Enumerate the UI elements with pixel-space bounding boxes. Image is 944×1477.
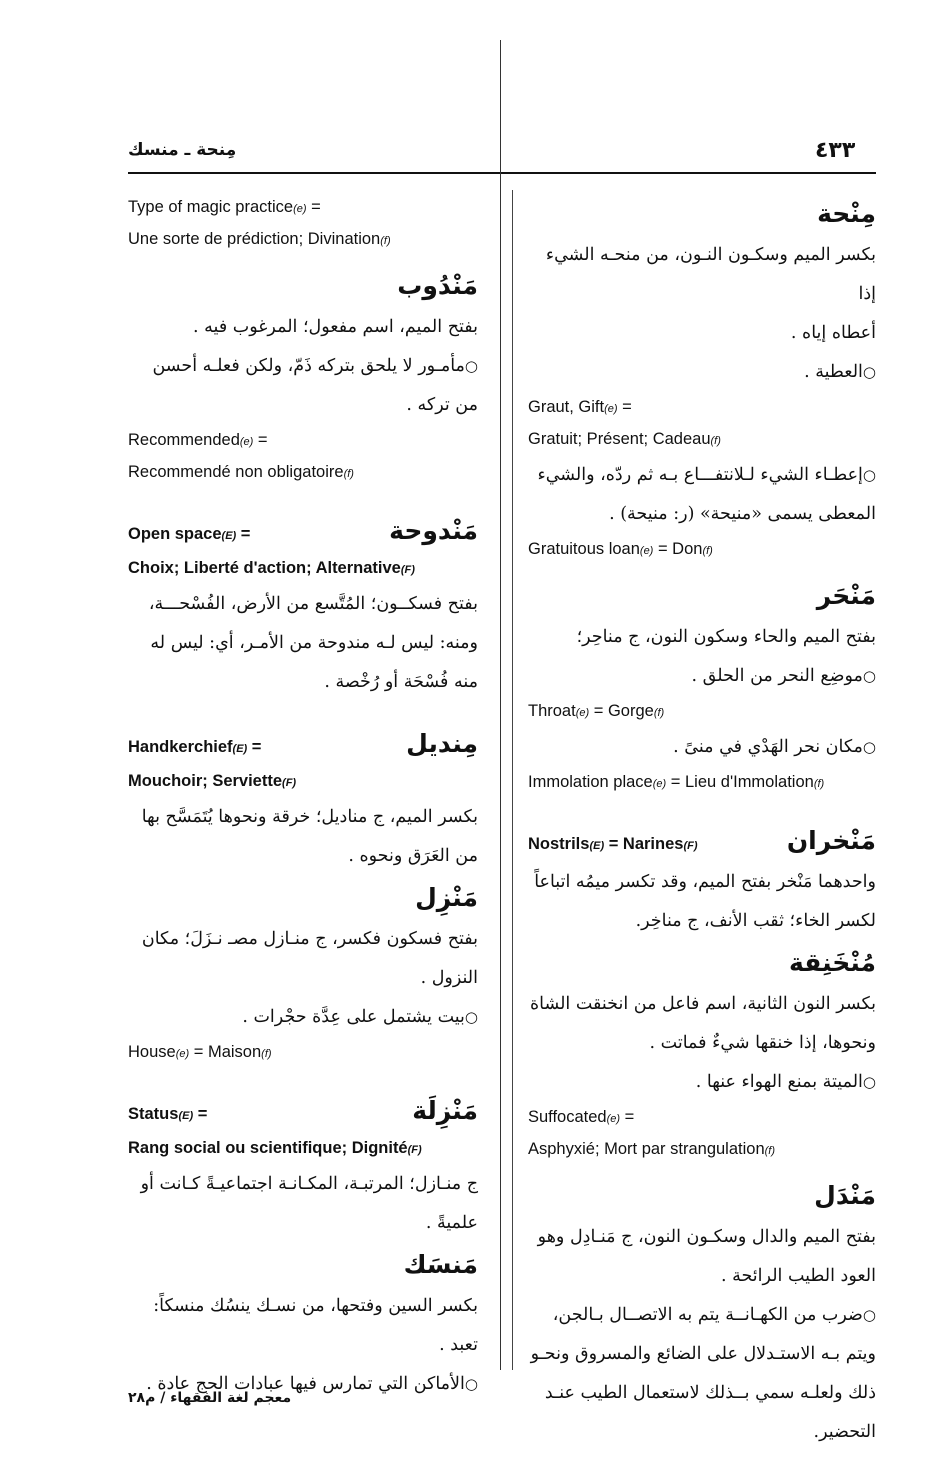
signature-mark: معجم لغة الفقهاء / م٢٨ <box>128 1390 292 1406</box>
definition: ج منـازل؛ المرتبـة، المكـانـة اجتماعيـةً كـانت أو <box>140 1174 478 1194</box>
entry-manduha <box>128 509 478 553</box>
definition: بفتح الميم والدال وسكـون النون، ج مَنـادِل وهو <box>537 1227 876 1247</box>
headword-mandub: مَنْدُوب <box>397 271 478 300</box>
sense: ○إعطـاء الشيء لـلانتفـــاع بـه ثم ردّه، والشيء <box>537 465 876 485</box>
gloss-en: Suffocated(e) = <box>528 1108 635 1126</box>
headword-minha: مِنْحة <box>817 199 876 228</box>
headword-mankhiran: مَنْخران <box>786 826 876 855</box>
circle-bullet-icon: ○ <box>862 466 876 484</box>
definition: لكسر الخاء؛ ثقب الأنف، ج مناخِر. <box>635 911 876 931</box>
gloss-en: Status(E) = <box>128 1105 208 1123</box>
gloss-en-fr: Immolation place(e) = Lieu d'Immolation(f) <box>528 773 825 791</box>
headword-munkhaniqa: مُنْخَنِقة <box>788 948 876 977</box>
circle-bullet-icon: ○ <box>862 1306 876 1324</box>
circle-bullet-icon: ○ <box>464 357 478 375</box>
sense-cont: من تركه . <box>406 395 478 415</box>
left-column <box>128 192 478 1404</box>
definition: واحدهما مَنْخر بفتح الميم، وقد تكسر ميمُه اتباعاً <box>534 872 876 892</box>
gloss-fr: Rang social ou scientifique; Dignité(F) <box>128 1139 422 1157</box>
gloss-fr: Mouchoir; Serviette(F) <box>128 772 297 790</box>
definition: ونحوها، إذا خنقها شيءٌ فماتت . <box>649 1033 876 1053</box>
sense: ○الأماكن التي تمارس فيها عبادات الحج عادة . <box>146 1374 478 1394</box>
headword-manzil: مَنْزِل <box>415 883 478 912</box>
sense: ○مكان نحر الهَدْي في منىً . <box>673 737 876 757</box>
gloss-en-fr: Nostrils(E) = Narines(F) <box>528 835 698 853</box>
circle-bullet-icon: ○ <box>464 1375 478 1393</box>
gloss-fr: Une sorte de prédiction; Divination(f) <box>128 230 391 248</box>
headword-manzila: مَنْزِلَة <box>412 1096 478 1125</box>
sense-cont: المعطى يسمى «منيحة» (ر: منيحة) . <box>609 504 876 524</box>
entry-manzila <box>128 1089 478 1133</box>
page-number: ٤٣٣ <box>815 138 856 163</box>
headword-mandal: مَنْدَل <box>814 1181 876 1210</box>
definition: بفتح الميم والحاء وسكون النون، ج مناحِر؛ <box>576 627 876 647</box>
right-column <box>528 192 876 1452</box>
gloss-en-fr: Throat(e) = Gorge(f) <box>528 702 665 720</box>
entry-mankhiran <box>528 819 876 863</box>
definition: منه فُسْحَة أو رُخْصة . <box>324 672 478 692</box>
running-header-title: مِنحة ـ منسك <box>128 140 237 160</box>
gloss-fr: Asphyxié; Mort par strangulation(f) <box>528 1140 776 1158</box>
gloss-fr: Choix; Liberté d'action; Alternative(F) <box>128 559 415 577</box>
circle-bullet-icon: ○ <box>862 1073 876 1091</box>
sense: ○بيت يشتمل على عِدَّة حجْرات . <box>242 1007 478 1027</box>
sense: ○موضِع النحر من الحلق . <box>691 666 876 686</box>
definition: أعطاه إياه . <box>790 323 876 343</box>
definition: بفتح الميم، اسم مفعول؛ المرغوب فيه . <box>193 317 478 337</box>
headword-manduha: مَنْدوحة <box>389 516 478 545</box>
definition: العود الطيب الرائحة . <box>721 1266 876 1286</box>
definition: النزول . <box>420 968 478 988</box>
definition: تعبد . <box>439 1335 478 1355</box>
gloss-en-fr: Gratuitous loan(e) = Don(f) <box>528 540 713 558</box>
definition: علميةً . <box>425 1213 478 1233</box>
definition: بكسر الميم، ج مناديل؛ خرقة ونحوها يُتَمَسَّح بها <box>141 807 478 827</box>
column-divider-inner <box>512 190 513 1370</box>
sense: ○مأمـور لا يلحق بتركه ذَمّ، ولكن فعلـه أحسن <box>152 356 478 376</box>
definition: بكسر النون الثانية، اسم فاعل من انخنقت الشاة <box>529 994 876 1014</box>
headword-manhar: مَنْحَر <box>816 581 876 610</box>
circle-bullet-icon: ○ <box>862 363 876 381</box>
gloss-fr: Recommendé non obligatoire(f) <box>128 463 354 481</box>
sense: ○الميتة بمنع الهواء عنها . <box>695 1072 876 1092</box>
entry-mindil <box>128 722 478 766</box>
sense-cont: ذلك ولعلـه سمي بــذلك لاستعمال الطيب عنـد <box>544 1383 876 1403</box>
header-rule <box>128 172 876 174</box>
definition: بكسر السين وفتحها، من نسـك ينسُك منسكاً: <box>153 1296 478 1316</box>
definition: بفتح فسكون فكسر، ج منـازل مصـ نـزَلَ؛ مكان <box>141 929 478 949</box>
circle-bullet-icon: ○ <box>862 667 876 685</box>
circle-bullet-icon: ○ <box>464 1008 478 1026</box>
gloss-en: Open space(E) = <box>128 525 251 543</box>
gloss-en: Recommended(e) = <box>128 431 268 449</box>
definition: من العَرَق ونحوه . <box>348 846 478 866</box>
sense-cont: ويتم بـه الاستـدلال على الضائع والمسروق ونحـو <box>530 1344 876 1364</box>
column-divider <box>500 40 501 1370</box>
headword-mansak: مَنسَك <box>403 1250 478 1279</box>
gloss-en: Graut, Gift(e) = <box>528 398 632 416</box>
definition: بكسر الميم وسكـون النـون، من منحـه الشيء إذا <box>545 245 876 304</box>
circle-bullet-icon: ○ <box>862 738 876 756</box>
definition: ومنه: ليس لـه مندوحة من الأمـر، أي: ليس له <box>150 633 478 653</box>
headword-mindil: مِنديل <box>406 729 478 758</box>
sense: ○ضرب من الكهـانــة يتم به الاتصــال بـالجن، <box>552 1305 876 1325</box>
definition: بفتح فسكــون؛ المُتَّسع من الأرض، الفُسْحـــة، <box>148 594 478 614</box>
gloss-fr: Gratuit; Présent; Cadeau(f) <box>528 430 721 448</box>
gloss-en-fr: House(e) = Maison(f) <box>128 1043 272 1061</box>
gloss-en: Handkerchief(E) = <box>128 738 262 756</box>
sense: ○العطية . <box>804 362 876 382</box>
sense-cont: التحضير. <box>813 1422 876 1442</box>
gloss-en: Type of magic practice(e) = <box>128 198 321 216</box>
